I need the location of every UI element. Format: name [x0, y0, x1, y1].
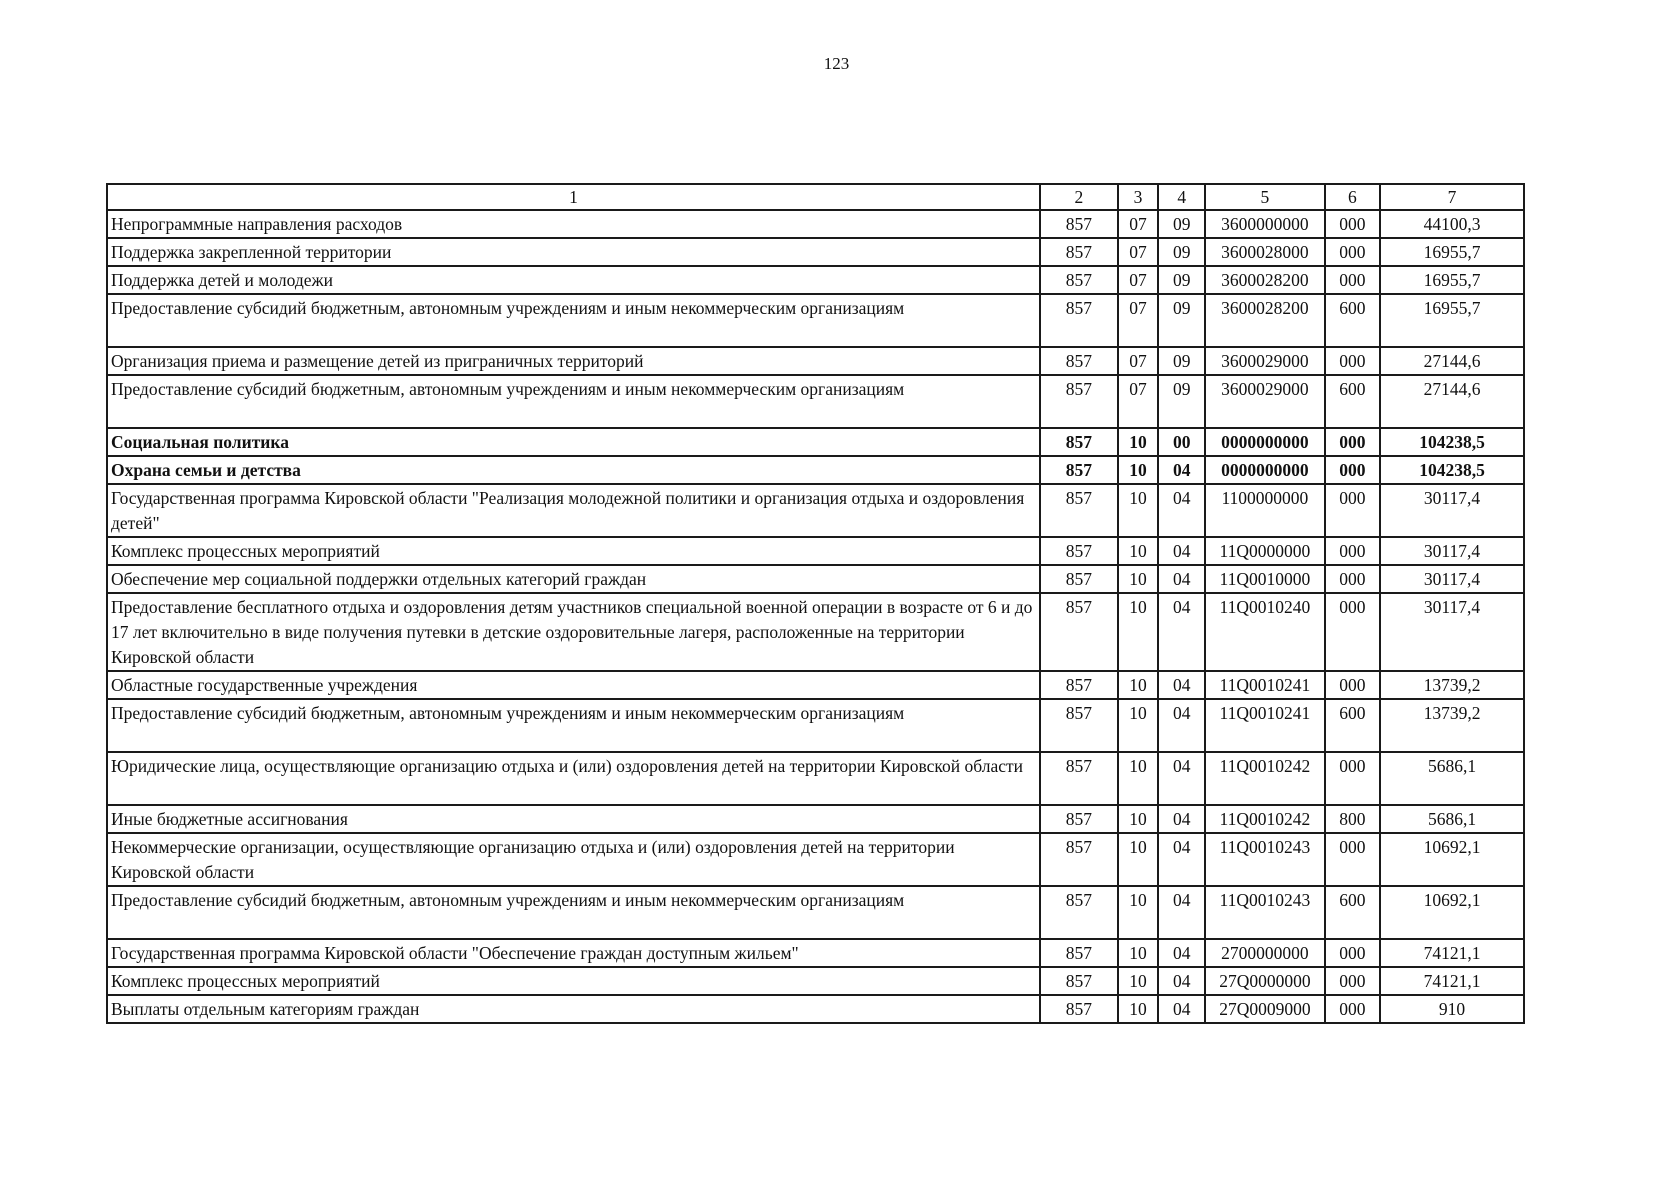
table-row [107, 375, 1524, 428]
table-row [107, 484, 1524, 537]
amount-cell: 27144,6 [1380, 375, 1524, 428]
row-name-cell: Поддержка детей и молодежи [107, 266, 1040, 294]
subsection-cell: 09 [1158, 294, 1205, 347]
row-name-cell: Юридические лица, осуществляющие организацию отдыха и (или) оздоровления детей на территории Кировской области [107, 752, 1040, 805]
row-name-cell: Предоставление субсидий бюджетным, автономным учреждениям и иным некоммерческим организациям [107, 886, 1040, 939]
subsection-cell: 09 [1158, 375, 1205, 428]
subsection-cell: 09 [1158, 210, 1205, 238]
target-article-cell: 1100000000 [1205, 484, 1324, 537]
row-name-cell: Областные государственные учреждения [107, 671, 1040, 699]
table-row [107, 833, 1524, 886]
target-article-cell: 2700000000 [1205, 939, 1324, 967]
target-article-cell: 3600028200 [1205, 294, 1324, 347]
section-cell: 10 [1118, 565, 1159, 593]
subsection-cell: 04 [1158, 939, 1205, 967]
row-name-cell: Комплекс процессных мероприятий [107, 967, 1040, 995]
expense-type-cell: 600 [1325, 294, 1380, 347]
expense-type-cell: 000 [1325, 939, 1380, 967]
subsection-cell: 09 [1158, 266, 1205, 294]
table-row [107, 967, 1524, 995]
expense-type-cell: 000 [1325, 484, 1380, 537]
section-cell: 10 [1118, 752, 1159, 805]
row-name-cell: Охрана семьи и детства [107, 456, 1040, 484]
amount-cell: 74121,1 [1380, 967, 1524, 995]
subsection-cell: 04 [1158, 484, 1205, 537]
table-row [107, 939, 1524, 967]
amount-cell: 30117,4 [1380, 593, 1524, 671]
expense-type-cell: 000 [1325, 565, 1380, 593]
row-name-cell: Некоммерческие организации, осуществляющие организацию отдыха и (или) оздоровления детей на территории Кировской области [107, 833, 1040, 886]
expense-type-cell: 600 [1325, 375, 1380, 428]
target-article-cell: 3600029000 [1205, 375, 1324, 428]
target-article-cell: 3600028000 [1205, 238, 1324, 266]
amount-cell: 27144,6 [1380, 347, 1524, 375]
subsection-cell: 09 [1158, 238, 1205, 266]
subsection-cell: 04 [1158, 671, 1205, 699]
recipient-code-cell: 857 [1040, 699, 1118, 752]
subsection-cell: 04 [1158, 752, 1205, 805]
expense-type-cell: 000 [1325, 210, 1380, 238]
recipient-code-cell: 857 [1040, 752, 1118, 805]
row-name-cell: Непрограммные направления расходов [107, 210, 1040, 238]
expense-type-cell: 000 [1325, 671, 1380, 699]
section-cell: 10 [1118, 456, 1159, 484]
amount-cell: 30117,4 [1380, 565, 1524, 593]
recipient-code-cell: 857 [1040, 294, 1118, 347]
section-cell: 10 [1118, 805, 1159, 833]
expense-type-cell: 000 [1325, 347, 1380, 375]
expense-type-cell: 000 [1325, 967, 1380, 995]
header-col-3: 3 [1118, 184, 1159, 210]
table-row [107, 805, 1524, 833]
section-cell: 07 [1118, 266, 1159, 294]
expense-type-cell: 000 [1325, 537, 1380, 565]
expense-type-cell: 000 [1325, 428, 1380, 456]
row-name-cell: Государственная программа Кировской области "Обеспечение граждан доступным жильем" [107, 939, 1040, 967]
expense-type-cell: 000 [1325, 593, 1380, 671]
section-cell: 10 [1118, 671, 1159, 699]
section-cell: 07 [1118, 294, 1159, 347]
row-name-cell: Государственная программа Кировской области "Реализация молодежной политики и организация отдыха и оздоровления детей" [107, 484, 1040, 537]
section-cell: 07 [1118, 347, 1159, 375]
header-col-1: 1 [107, 184, 1040, 210]
expense-type-cell: 000 [1325, 995, 1380, 1023]
amount-cell: 44100,3 [1380, 210, 1524, 238]
subsection-cell: 04 [1158, 995, 1205, 1023]
subsection-cell: 00 [1158, 428, 1205, 456]
table-row [107, 565, 1524, 593]
expense-type-cell: 000 [1325, 238, 1380, 266]
subsection-cell: 04 [1158, 456, 1205, 484]
recipient-code-cell: 857 [1040, 886, 1118, 939]
amount-cell: 10692,1 [1380, 833, 1524, 886]
header-col-4: 4 [1158, 184, 1205, 210]
row-name-cell: Предоставление субсидий бюджетным, автономным учреждениям и иным некоммерческим организациям [107, 294, 1040, 347]
budget-table [106, 183, 1525, 1024]
header-col-7: 7 [1380, 184, 1524, 210]
recipient-code-cell: 857 [1040, 375, 1118, 428]
row-name-cell: Поддержка закрепленной территории [107, 238, 1040, 266]
row-name-cell: Предоставление субсидий бюджетным, автономным учреждениям и иным некоммерческим организациям [107, 699, 1040, 752]
recipient-code-cell: 857 [1040, 833, 1118, 886]
section-cell: 10 [1118, 484, 1159, 537]
target-article-cell: 11Q0000000 [1205, 537, 1324, 565]
section-cell: 10 [1118, 833, 1159, 886]
section-cell: 10 [1118, 886, 1159, 939]
expense-type-cell: 000 [1325, 266, 1380, 294]
subsection-cell: 04 [1158, 833, 1205, 886]
target-article-cell: 3600000000 [1205, 210, 1324, 238]
recipient-code-cell: 857 [1040, 939, 1118, 967]
section-cell: 10 [1118, 699, 1159, 752]
header-col-5: 5 [1205, 184, 1324, 210]
target-article-cell: 0000000000 [1205, 456, 1324, 484]
amount-cell: 30117,4 [1380, 537, 1524, 565]
recipient-code-cell: 857 [1040, 565, 1118, 593]
header-row [107, 184, 1524, 210]
row-name-cell: Предоставление бесплатного отдыха и оздоровления детям участников специальной военной операции в возрасте от 6 и до 17 лет включительно в виде получения путевки в детские оздоровительные лагеря, расположенные на территории Кировской области [107, 593, 1040, 671]
target-article-cell: 11Q0010241 [1205, 699, 1324, 752]
recipient-code-cell: 857 [1040, 266, 1118, 294]
target-article-cell: 3600028200 [1205, 266, 1324, 294]
section-cell: 10 [1118, 428, 1159, 456]
target-article-cell: 11Q0010243 [1205, 886, 1324, 939]
table-row [107, 593, 1524, 671]
target-article-cell: 11Q0010000 [1205, 565, 1324, 593]
table-row [107, 347, 1524, 375]
recipient-code-cell: 857 [1040, 967, 1118, 995]
amount-cell: 5686,1 [1380, 752, 1524, 805]
amount-cell: 74121,1 [1380, 939, 1524, 967]
target-article-cell: 0000000000 [1205, 428, 1324, 456]
section-cell: 10 [1118, 967, 1159, 995]
subsection-cell: 04 [1158, 593, 1205, 671]
amount-cell: 16955,7 [1380, 238, 1524, 266]
recipient-code-cell: 857 [1040, 593, 1118, 671]
table-row [107, 456, 1524, 484]
amount-cell: 30117,4 [1380, 484, 1524, 537]
amount-cell: 104238,5 [1380, 456, 1524, 484]
subsection-cell: 04 [1158, 699, 1205, 752]
row-name-cell: Социальная политика [107, 428, 1040, 456]
recipient-code-cell: 857 [1040, 537, 1118, 565]
section-cell: 10 [1118, 593, 1159, 671]
subsection-cell: 04 [1158, 967, 1205, 995]
recipient-code-cell: 857 [1040, 238, 1118, 266]
table-row [107, 886, 1524, 939]
subsection-cell: 04 [1158, 565, 1205, 593]
section-cell: 07 [1118, 375, 1159, 428]
subsection-cell: 09 [1158, 347, 1205, 375]
recipient-code-cell: 857 [1040, 428, 1118, 456]
header-col-6: 6 [1325, 184, 1380, 210]
amount-cell: 13739,2 [1380, 671, 1524, 699]
target-article-cell: 11Q0010242 [1205, 752, 1324, 805]
row-name-cell: Выплаты отдельным категориям граждан [107, 995, 1040, 1023]
row-name-cell: Организация приема и размещение детей из приграничных территорий [107, 347, 1040, 375]
table-header [107, 184, 1524, 210]
recipient-code-cell: 857 [1040, 347, 1118, 375]
target-article-cell: 11Q0010242 [1205, 805, 1324, 833]
table-row [107, 210, 1524, 238]
table-row [107, 428, 1524, 456]
row-name-cell: Иные бюджетные ассигнования [107, 805, 1040, 833]
expense-type-cell: 600 [1325, 886, 1380, 939]
expense-type-cell: 000 [1325, 456, 1380, 484]
expense-type-cell: 600 [1325, 699, 1380, 752]
section-cell: 07 [1118, 210, 1159, 238]
subsection-cell: 04 [1158, 886, 1205, 939]
amount-cell: 13739,2 [1380, 699, 1524, 752]
row-name-cell: Комплекс процессных мероприятий [107, 537, 1040, 565]
expense-type-cell: 800 [1325, 805, 1380, 833]
amount-cell: 16955,7 [1380, 266, 1524, 294]
table-row [107, 537, 1524, 565]
subsection-cell: 04 [1158, 537, 1205, 565]
expense-type-cell: 000 [1325, 833, 1380, 886]
recipient-code-cell: 857 [1040, 671, 1118, 699]
table-row [107, 752, 1524, 805]
target-article-cell: 3600029000 [1205, 347, 1324, 375]
recipient-code-cell: 857 [1040, 456, 1118, 484]
recipient-code-cell: 857 [1040, 210, 1118, 238]
amount-cell: 10692,1 [1380, 886, 1524, 939]
table-row [107, 266, 1524, 294]
table-body [107, 210, 1524, 1023]
amount-cell: 5686,1 [1380, 805, 1524, 833]
section-cell: 10 [1118, 939, 1159, 967]
recipient-code-cell: 857 [1040, 484, 1118, 537]
page-number: 123 [823, 54, 850, 73]
target-article-cell: 11Q0010240 [1205, 593, 1324, 671]
expense-type-cell: 000 [1325, 752, 1380, 805]
amount-cell: 104238,5 [1380, 428, 1524, 456]
amount-cell: 16955,7 [1380, 294, 1524, 347]
subsection-cell: 04 [1158, 805, 1205, 833]
section-cell: 10 [1118, 995, 1159, 1023]
target-article-cell: 11Q0010243 [1205, 833, 1324, 886]
target-article-cell: 27Q0000000 [1205, 967, 1324, 995]
target-article-cell: 27Q0009000 [1205, 995, 1324, 1023]
section-cell: 10 [1118, 537, 1159, 565]
table-row [107, 294, 1524, 347]
recipient-code-cell: 857 [1040, 995, 1118, 1023]
row-name-cell: Предоставление субсидий бюджетным, автономным учреждениям и иным некоммерческим организациям [107, 375, 1040, 428]
header-col-2: 2 [1040, 184, 1118, 210]
amount-cell: 910 [1380, 995, 1524, 1023]
target-article-cell: 11Q0010241 [1205, 671, 1324, 699]
row-name-cell: Обеспечение мер социальной поддержки отдельных категорий граждан [107, 565, 1040, 593]
table-row [107, 671, 1524, 699]
table-row [107, 238, 1524, 266]
section-cell: 07 [1118, 238, 1159, 266]
table-row [107, 699, 1524, 752]
table-row [107, 995, 1524, 1023]
recipient-code-cell: 857 [1040, 805, 1118, 833]
